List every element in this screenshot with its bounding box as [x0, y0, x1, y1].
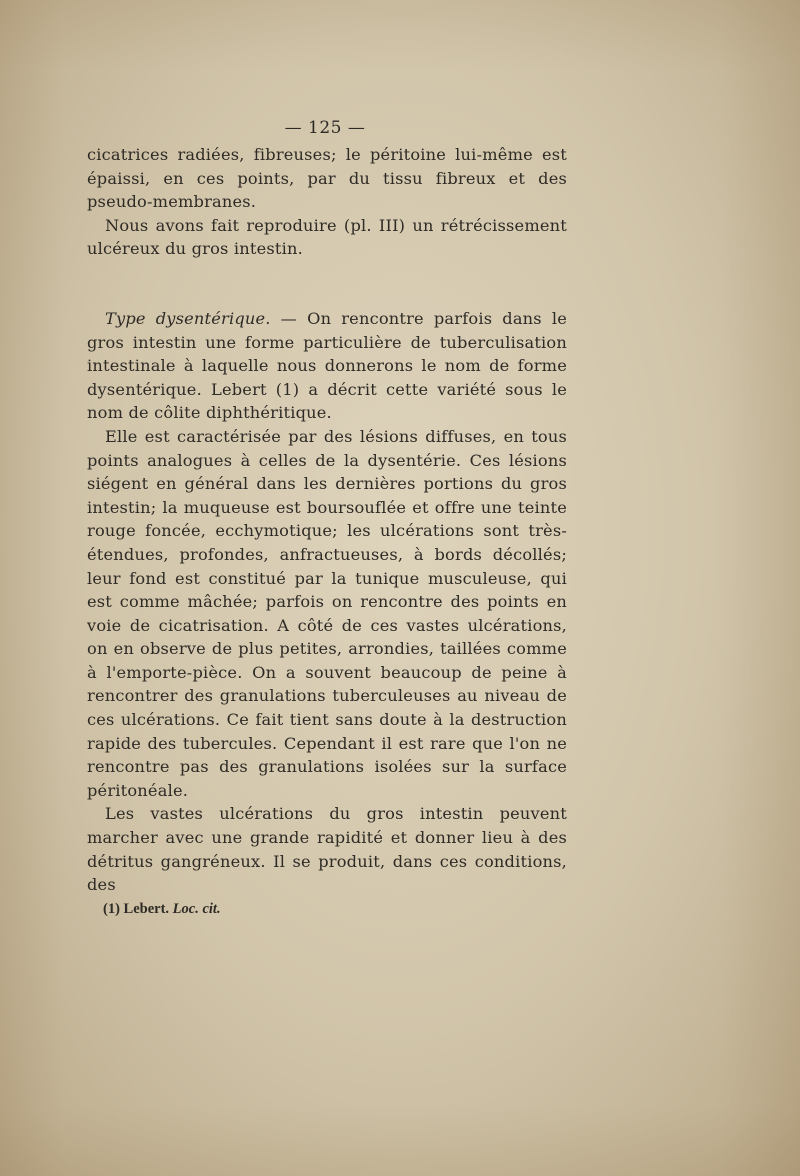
paragraph-5: Les vastes ulcérations du gros intestin peuvent marcher avec une grande rapidité et donner lieu à des détritus gangréneux. Il se produit, dans ces conditions, des — [87, 804, 567, 895]
paragraph-1: cicatrices radiées, fibreuses; le péritoine lui-même est épaissi, en ces points, par du tissu fibreux et des pseudo-membranes. — [87, 145, 567, 212]
paragraph-4: Elle est caractérisée par des lésions diffuses, en tous points analogues à celles de la dysentérie. Ces lésions siégent en général dans les dernières portions du gros intestin; la muqueuse est boursouflée et offre une teinte rouge foncée, ecchymotique; les ulcérations sont très-étendues, profondes, anfractueuses, à bords décollés; leur fond est constitué par la tunique musculeuse, qui est comme mâchée; parfois on rencontre des points en voie de cicatrisation. A côté de ces vastes ulcérations, on en observe de plus petites, arrondies, taillées comme à l'emporte-pièce. On a souvent beaucoup de peine à rencontrer des granulations tuberculeuses au niveau de ces ulcérations. Ce fait tient sans doute à la destruction rapide des tubercules. Cependant il est rare que l'on ne rencontre pas des granulations isolées sur la surface péritonéale. — [87, 426, 567, 800]
section-heading: Type dysentérique. — [105, 308, 271, 328]
section-gap — [87, 261, 567, 307]
paragraph-2: Nous avons fait reproduire (pl. III) un rétrécissement ulcéreux du gros intestin. — [87, 215, 567, 259]
footnote-marker: (1) Lebert. — [103, 901, 170, 917]
body-text — [87, 143, 567, 897]
page-number: — 125 — — [284, 118, 366, 138]
footnote — [103, 901, 221, 918]
paragraph-3-text: — On rencontre parfois dans le gros intestin une forme particulière de tuberculisation intestinale à laquelle nous donnerons le nom de forme dysentérique. Lebert (1) a décrit cette variété sous le nom de côlite diphthéritique. — [87, 308, 567, 423]
paragraph-3 — [87, 307, 567, 425]
footnote-citation: Loc. cit. — [172, 901, 221, 917]
